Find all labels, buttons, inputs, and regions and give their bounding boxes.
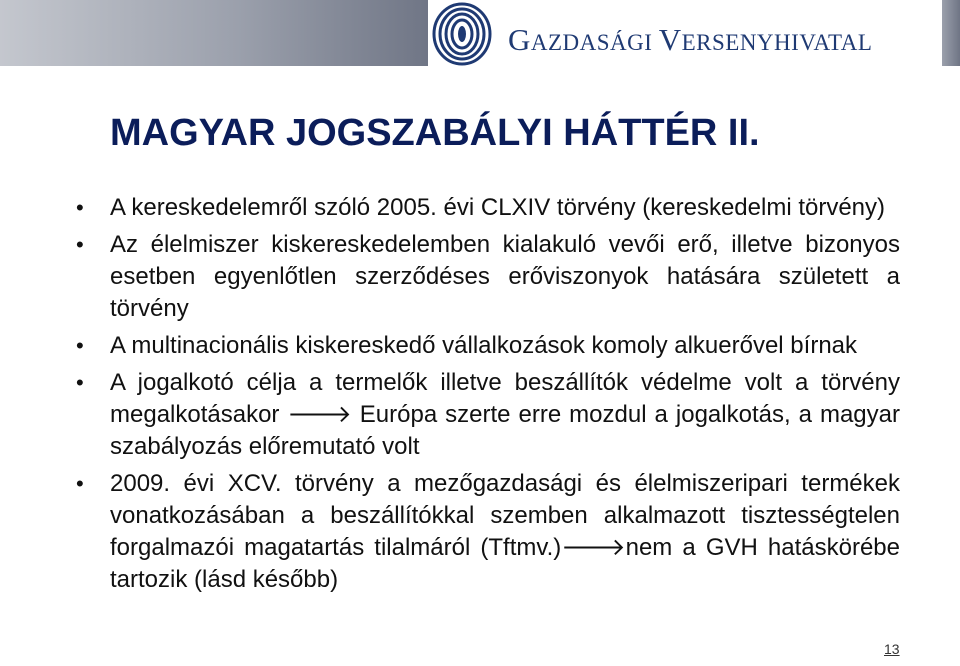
bullet-item: • Az élelmiszer kiskereskedelemben kialakuló vevői erő, illetve bizonyos esetben egyenlőtlen szerződéses erőviszonyok hatására született a törvény <box>110 229 900 325</box>
slide-header <box>0 0 960 68</box>
header-band-right <box>942 0 960 66</box>
bullet-item: • 2009. évi XCV. törvény a mezőgazdasági és élelmiszeripari termékek vonatkozásában a beszállítókkal szemben alkalmazott tisztességtelen forgalmazói magatartás tilalmáról (Tftmv.)🡒nem a GVH hatáskörébe tartozik (lásd később) <box>110 468 900 596</box>
bullet-list <box>110 192 900 601</box>
bullet-item: • A kereskedelemről szóló 2005. évi CLXIV törvény (kereskedelmi törvény) <box>110 192 900 224</box>
logo-text: GAZDASÁGI VERSENYHIVATAL <box>508 22 873 57</box>
page-number: 13 <box>884 641 900 657</box>
bullet-item: • A multinacionális kiskereskedő vállalkozások komoly alkuerővel bírnak <box>110 330 900 362</box>
header-band-left <box>0 0 432 66</box>
slide-title: MAGYAR JOGSZABÁLYI HÁTTÉR II. <box>110 112 760 154</box>
gvh-logo-icon <box>428 0 496 68</box>
bullet-item: • A jogalkotó célja a termelők illetve beszállítók védelme volt a törvény megalkotásakor 🡒 Európa szerte erre mozdul a jogalkotás, a magyar szabályozás előremutató volt <box>110 367 900 463</box>
